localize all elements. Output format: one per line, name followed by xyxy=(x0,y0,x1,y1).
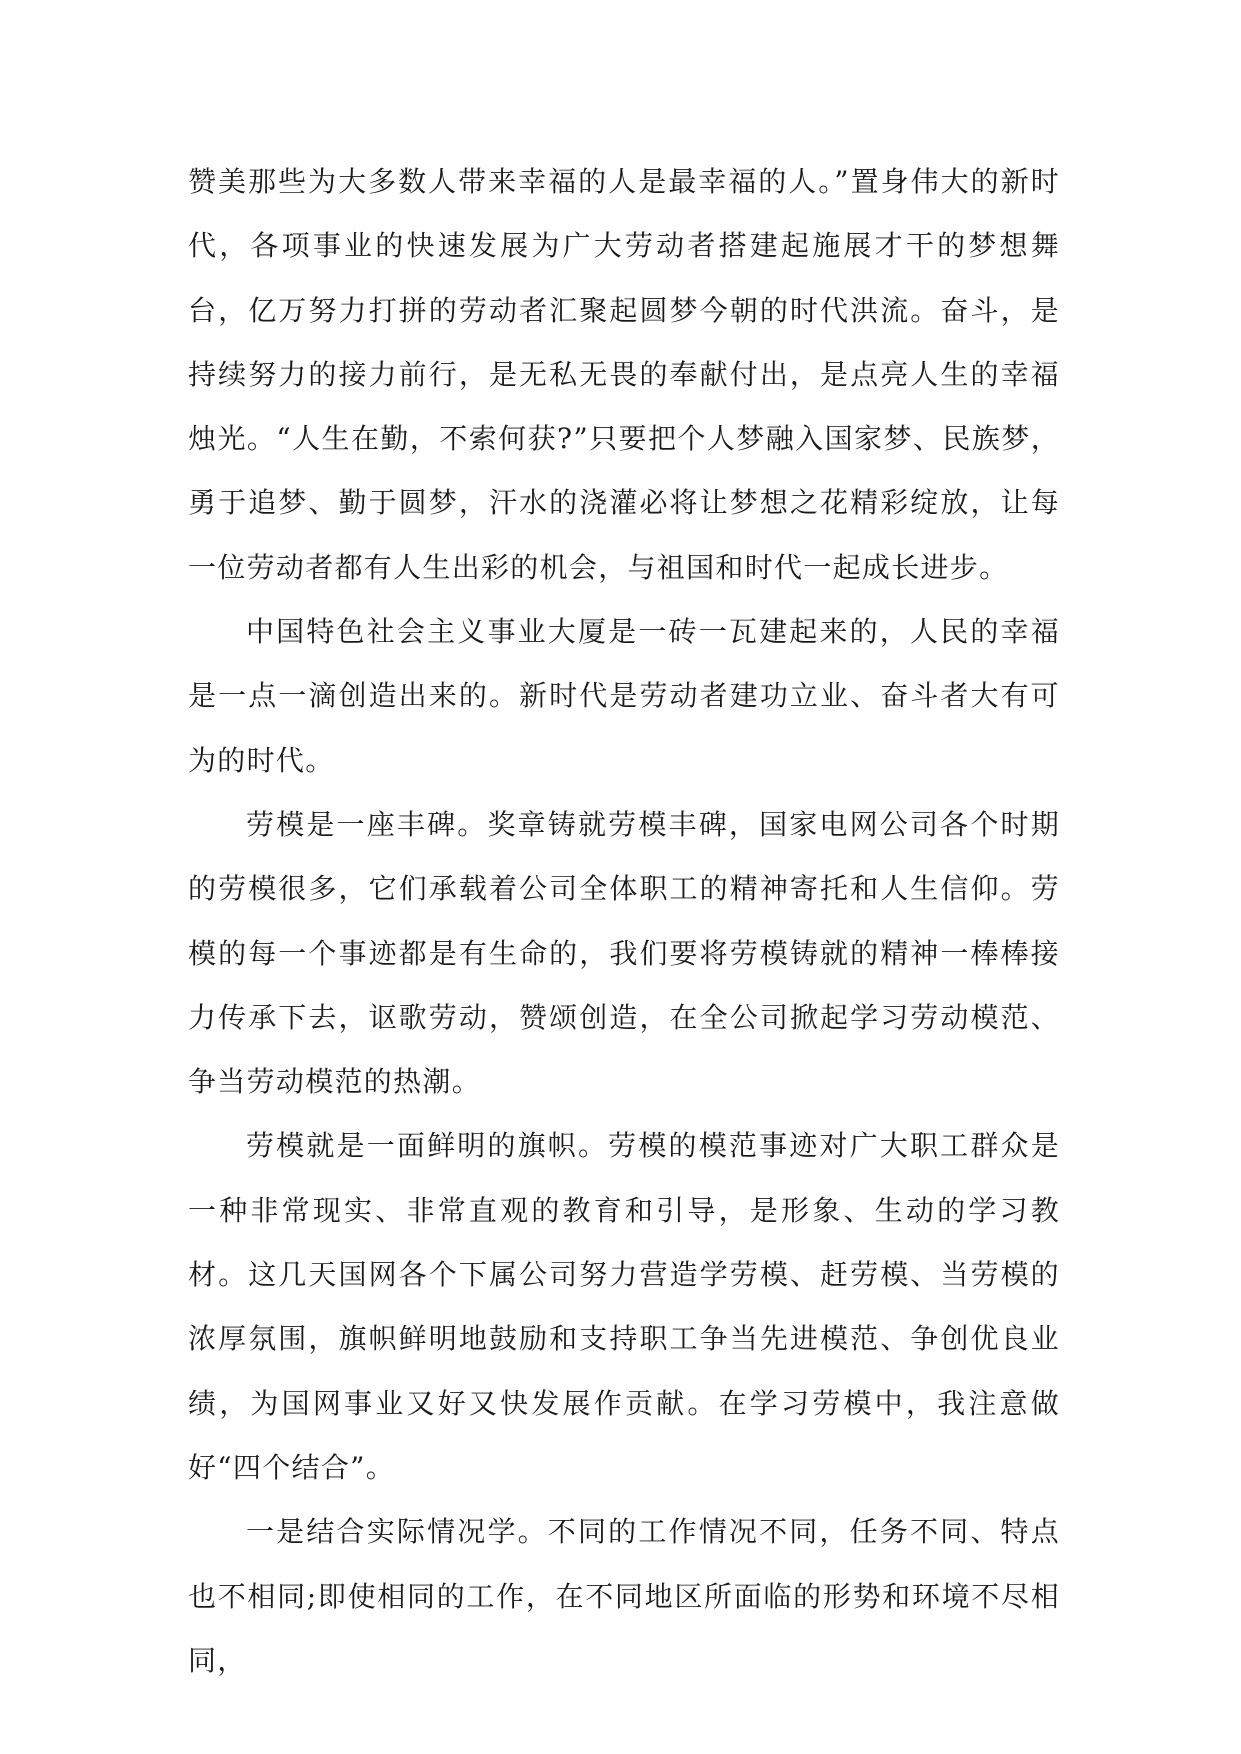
paragraph-continuation: 赞美那些为大多数人带来幸福的人是最幸福的人。”置身伟大的新时代，各项事业的快速发展为广大劳动者搭建起施展才干的梦想舞台，亿万努力打拼的劳动者汇聚起圆梦今朝的时代洪流。奋斗，是持续努力的接力前行，是无私无畏的奉献付出，是点亮人生的幸福烛光。“人生在勤，不索何获?”只要把个人梦融入国家梦、民族梦，勇于追梦、勤于圆梦，汗水的浇灌必将让梦想之花精彩绽放，让每一位劳动者都有人生出彩的机会，与祖国和时代一起成长进步。 xyxy=(188,165,1060,584)
paragraph-model-banner: 劳模就是一面鲜明的旗帜。劳模的模范事迹对广大职工群众是一种非常现实、非常直观的教育和引导，是形象、生动的学习教材。这几天国网各个下属公司努力营造学劳模、赶劳模、当劳模的浓厚氛围，旗帜鲜明地鼓励和支持职工争当先进模范、争创优良业绩，为国网事业又好又快发展作贡献。在学习劳模中，我注意做好“四个结合”。 xyxy=(188,1129,1060,1484)
paragraph-combine-practice: 一是结合实际情况学。不同的工作情况不同，任务不同、特点也不相同;即使相同的工作，在不同地区所面临的形势和环境不尽相同， xyxy=(188,1515,1060,1677)
document-page xyxy=(188,150,1060,1693)
paragraph-model-monument: 劳模是一座丰碑。奖章铸就劳模丰碑，国家电网公司各个时期的劳模很多，它们承载着公司全体职工的精神寄托和人生信仰。劳模的每一个事迹都是有生命的，我们要将劳模铸就的精神一棒棒接力传承下去，讴歌劳动，赞颂创造，在全公司掀起学习劳动模范、争当劳动模范的热潮。 xyxy=(188,807,1060,1099)
paragraph-socialism-building: 中国特色社会主义事业大厦是一砖一瓦建起来的，人民的幸福是一点一滴创造出来的。新时代是劳动者建功立业、奋斗者大有可为的时代。 xyxy=(188,615,1060,777)
